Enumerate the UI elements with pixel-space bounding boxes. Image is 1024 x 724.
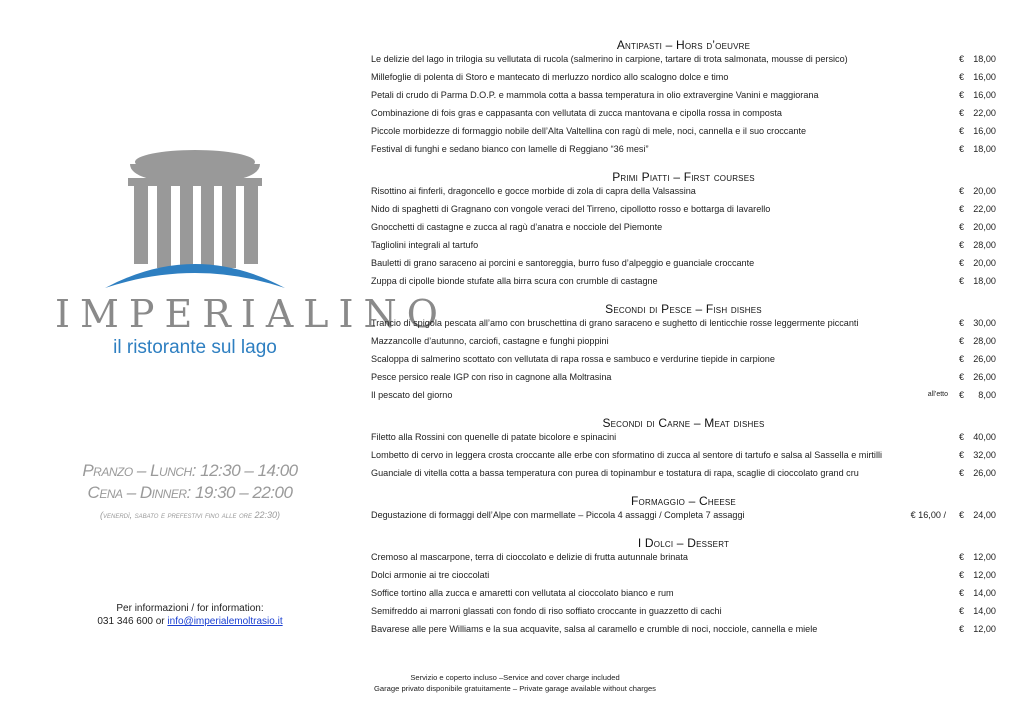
item-description: Piccole morbidezze di formaggio nobile dell’Alta Valtellina con ragù di mele, noci, cannella e il suo croccante (371, 126, 807, 136)
service-note: Servizio e coperto incluso –Service and cover charge included (410, 673, 620, 682)
item-price: 24,00 (973, 510, 996, 520)
menu-item (371, 623, 996, 641)
currency-symbol: € (958, 588, 964, 598)
currency-symbol: € (958, 336, 964, 346)
currency-symbol: € (958, 258, 964, 268)
menu-item (371, 551, 996, 569)
item-price: 26,00 (973, 372, 996, 382)
item-description: Trancio di spigola pescata all’amo con bruschettina di grano saraceno e sughetto di lenticchie rosse leggermente piccanti (371, 318, 859, 328)
menu-section (371, 38, 996, 161)
menu-section (371, 416, 996, 485)
currency-symbol: € (958, 54, 964, 64)
item-price: 40,00 (973, 432, 996, 442)
section-title: Secondi di Pesce – Fish dishes (605, 302, 762, 316)
brand-tagline: il ristorante sul lago (113, 337, 277, 358)
item-price: 28,00 (973, 336, 996, 346)
item-price: 26,00 (973, 468, 996, 478)
menu-item (371, 371, 996, 389)
item-price: 12,00 (973, 624, 996, 634)
item-price: 18,00 (973, 276, 996, 286)
menu-item (371, 143, 996, 161)
gazebo-logo-icon (60, 148, 330, 288)
item-description: Combinazione di fois gras e cappasanta con vellutata di zucca mantovana e cipolla rossa in composta (371, 108, 782, 118)
currency-symbol: € (958, 510, 964, 520)
menu-item (371, 203, 996, 221)
item-description: Millefoglie di polenta di Storo e mantecato di merluzzo nordico allo scalogno dolce e timo (371, 72, 729, 82)
item-description: Scaloppa di salmerino scottato con vellutata di rapa rossa e sambuco e verdurine tiepide in carpione (371, 354, 775, 364)
currency-symbol: € (958, 222, 964, 232)
menu-item (371, 431, 996, 449)
currency-symbol: € (958, 276, 964, 286)
item-price: 12,00 (973, 552, 996, 562)
item-description: Mazzancolle d’autunno, carciofi, castagne e funghi pioppini (371, 336, 609, 346)
section-title: Secondi di Carne – Meat dishes (602, 416, 765, 430)
item-price: 8,00 (978, 390, 996, 400)
menu-section (371, 536, 996, 641)
menu-item (371, 449, 996, 467)
item-price: 14,00 (973, 588, 996, 598)
item-price: 20,00 (973, 186, 996, 196)
item-description: Semifreddo ai marroni glassati con fondo di riso soffiato croccante in guazzetto di cachi (371, 606, 722, 616)
item-unit-note: all’etto (927, 391, 948, 398)
brand-name: IMPERIALINO (55, 292, 448, 336)
item-price: 18,00 (973, 144, 996, 154)
section-title: Formaggio – Cheese (631, 494, 736, 508)
item-description: Risottino ai finferli, dragoncello e gocce morbide di zola di capra della Valsassina (371, 186, 696, 196)
hours-note: (venerdì, sabato e prefestivi fino alle ore 22:30) (100, 510, 280, 520)
item-price: 26,00 (973, 354, 996, 364)
section-title: I Dolci – Dessert (637, 536, 730, 550)
info-label: Per informazioni / for information: (116, 603, 264, 614)
item-price: 28,00 (973, 240, 996, 250)
currency-symbol: € (958, 318, 964, 328)
item-description: Guanciale di vitella cotta a bassa temperatura con purea di topinambur e tostatura di rapa, scaglie di cioccolato grand cru (371, 468, 859, 478)
item-description: Soffice tortino alla zucca e amaretti con vellutata al cioccolato bianco e rum (371, 588, 674, 598)
menu-item (371, 569, 996, 587)
menu-item (371, 257, 996, 275)
item-description: Zuppa di cipolle bionde stufate alla birra scura con crumble di castagne (371, 276, 658, 286)
menu-item (371, 239, 996, 257)
currency-symbol: € (958, 390, 964, 400)
currency-symbol: € (958, 450, 964, 460)
menu-item (371, 275, 996, 293)
menu-section (371, 170, 996, 293)
currency-symbol: € (958, 552, 964, 562)
item-price: 16,00 (973, 90, 996, 100)
currency-symbol: € (958, 372, 964, 382)
item-description: Bavarese alle pere Williams e la sua acquavite, salsa al caramello e crumble di noci, nocciole, cannella e miele (371, 624, 818, 634)
item-description: Degustazione di formaggi dell’Alpe con marmellate – Piccola 4 assaggi / Completa 7 assaggi (371, 510, 745, 520)
menu-item (371, 89, 996, 107)
currency-symbol: € (958, 108, 964, 118)
currency-symbol: € (958, 606, 964, 616)
item-price: 30,00 (973, 318, 996, 328)
menu-item (371, 335, 996, 353)
item-description: Petali di crudo di Parma D.O.P. e mammola cotta a bassa temperatura in olio extravergine Vanini e maggiorana (371, 90, 819, 100)
item-description: Festival di funghi e sedano bianco con lamelle di Reggiano “36 mesi” (371, 144, 649, 154)
email-link[interactable]: info@imperialemoltrasio.it (167, 616, 283, 627)
menu-item (371, 107, 996, 125)
currency-symbol: € (958, 72, 964, 82)
item-price: 14,00 (973, 606, 996, 616)
item-price: 20,00 (973, 222, 996, 232)
menu-item (371, 317, 996, 335)
item-price: 18,00 (973, 54, 996, 64)
menu-item (371, 125, 996, 143)
currency-symbol: € (958, 204, 964, 214)
item-description: Dolci armonie ai tre cioccolati (371, 570, 490, 580)
currency-symbol: € (958, 240, 964, 250)
menu-item (371, 509, 996, 527)
item-price: 16,00 (973, 126, 996, 136)
currency-symbol: € (958, 90, 964, 100)
footer-notes (350, 672, 680, 694)
menu-item (371, 185, 996, 203)
contact-line (40, 615, 340, 628)
garage-note: Garage privato disponibile gratuitamente – Private garage available without charges (374, 684, 656, 693)
menu-section (371, 302, 996, 407)
menu-list (371, 38, 996, 650)
currency-symbol: € (958, 468, 964, 478)
menu-item (371, 467, 996, 485)
item-alt-price: € 16,00 / (910, 510, 946, 520)
contact-info (40, 602, 340, 628)
currency-symbol: € (958, 354, 964, 364)
menu-item (371, 353, 996, 371)
item-description: Bauletti di grano saraceno ai porcini e santoreggia, burro fuso d’alpeggio e guanciale croccante (371, 258, 755, 268)
section-title: Antipasti – Hors d’oeuvre (616, 38, 751, 52)
item-description: Cremoso al mascarpone, terra di cioccolato e delizie di frutta autunnale brinata (371, 552, 688, 562)
currency-symbol: € (958, 144, 964, 154)
menu-section (371, 494, 996, 527)
menu-item (371, 389, 996, 407)
menu-item (371, 605, 996, 623)
item-description: Filetto alla Rossini con quenelle di patate bicolore e spinacini (371, 432, 617, 442)
item-price: 22,00 (973, 204, 996, 214)
phone-number: 031 346 600 or (97, 616, 168, 627)
section-title: Primi Piatti – First courses (612, 170, 755, 184)
item-price: 16,00 (973, 72, 996, 82)
item-description: Gnocchetti di castagne e zucca al ragù d’anatra e nocciole del Piemonte (371, 222, 663, 232)
menu-item (371, 71, 996, 89)
menu-item (371, 587, 996, 605)
currency-symbol: € (958, 432, 964, 442)
currency-symbol: € (958, 570, 964, 580)
item-price: 32,00 (973, 450, 996, 460)
dinner-hours: Cena – Dinner: 19:30 – 22:00 (87, 483, 293, 502)
currency-symbol: € (958, 126, 964, 136)
item-price: 22,00 (973, 108, 996, 118)
item-description: Le delizie del lago in trilogia su vellutata di rucola (salmerino in carpione, tartare di trota salmonata, mousse di persico) (371, 54, 848, 64)
lunch-hours: Pranzo – Lunch: 12:30 – 14:00 (82, 461, 298, 480)
opening-hours (40, 460, 340, 520)
menu-item (371, 53, 996, 71)
item-description: Pesce persico reale IGP con riso in cagnone alla Moltrasina (371, 372, 612, 382)
item-description: Tagliolini integrali al tartufo (371, 240, 479, 250)
item-description: Il pescato del giorno (371, 390, 453, 400)
item-description: Nido di spaghetti di Gragnano con vongole veraci del Tirreno, cipollotto rosso e bottarga di lavarello (371, 204, 771, 214)
menu-item (371, 221, 996, 239)
currency-symbol: € (958, 624, 964, 634)
item-description: Lombetto di cervo in leggera crosta croccante alle erbe con sformatino di zucca al sentore di tartufo e salsa al Sassella e mirtilli (371, 450, 883, 460)
item-price: 20,00 (973, 258, 996, 268)
currency-symbol: € (958, 186, 964, 196)
item-price: 12,00 (973, 570, 996, 580)
